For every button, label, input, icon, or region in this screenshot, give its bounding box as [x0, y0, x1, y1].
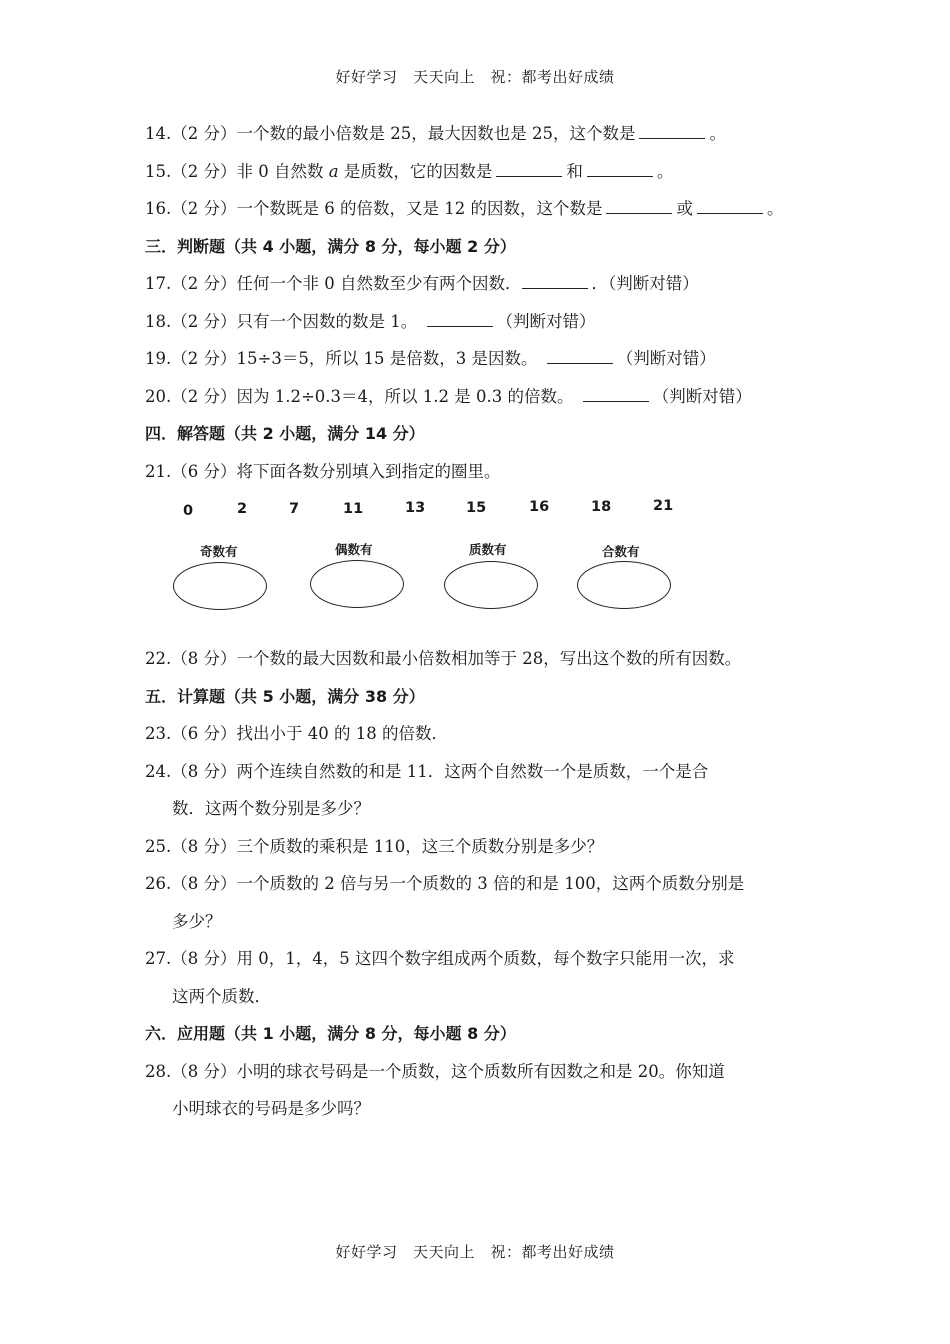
question-text: 三个质数的乘积是 110，这三个质数分别是多少？: [236, 836, 604, 856]
number-sorting-figure: [159, 495, 815, 645]
section-heading-5: 五．计算题（共 5 小题，满分 38 分）: [145, 686, 425, 706]
question-score: （8 分）: [171, 949, 237, 968]
judge-hint: （判断对错）: [616, 349, 716, 368]
question-text-end: 。: [709, 124, 726, 143]
question-19: [145, 345, 815, 383]
section-heading-6: 六．应用题（共 1 小题，满分 8 分，每小题 8 分）: [145, 1024, 516, 1043]
question-text: 或: [676, 199, 693, 218]
question-text: 因为 1.2÷0.3＝4，所以 1.2 是 0.3 的倍数。: [236, 386, 574, 406]
question-text: 找出小于 40 的 18 的倍数．: [236, 724, 448, 743]
odd-numbers-circle[interactable]: [173, 562, 267, 610]
judge-hint: （判断对错）: [496, 311, 596, 331]
circle-label-even: 偶数有: [335, 542, 373, 557]
question-score: （2 分）: [171, 124, 237, 143]
question-28-continued: 小明球衣的号码是多少吗？: [172, 1099, 370, 1118]
question-score: （6 分）: [171, 724, 237, 743]
answer-blank[interactable]: [522, 272, 588, 289]
question-24: [145, 758, 815, 796]
question-number: 15.: [145, 161, 172, 181]
question-26-continued: 多少？: [172, 911, 222, 931]
question-text: 用 0，1，4，5 这四个数字组成两个质数，每个数字只能用一次，求: [236, 949, 735, 968]
question-number: 14.: [145, 124, 172, 143]
question-number: 27.: [145, 949, 172, 968]
even-numbers-circle[interactable]: [310, 560, 404, 608]
question-score: （8 分）: [171, 761, 237, 781]
question-15: [145, 158, 815, 196]
figure-number: 15: [466, 500, 487, 516]
question-score: （2 分）: [171, 274, 237, 293]
question-number: 24.: [145, 761, 172, 781]
question-number: 26.: [145, 874, 172, 893]
question-20: [145, 383, 815, 421]
question-28: [145, 1058, 815, 1096]
question-14: [145, 120, 815, 158]
question-text: 将下面各数分别填入到指定的圈里。: [236, 461, 501, 481]
question-text-end: 。: [766, 199, 784, 218]
question-number: 23.: [145, 724, 172, 743]
answer-blank[interactable]: [496, 160, 562, 177]
answer-blank[interactable]: [697, 197, 763, 214]
question-18: [145, 308, 815, 346]
prime-numbers-circle[interactable]: [444, 561, 538, 609]
question-text: 非 0 自然数: [236, 161, 324, 181]
question-number: 18.: [145, 311, 172, 331]
question-27-continued: 这两个质数．: [172, 986, 271, 1006]
question-26: [145, 870, 815, 908]
question-score: （2 分）: [171, 199, 237, 218]
question-number: 19.: [145, 349, 172, 368]
answer-blank[interactable]: [606, 197, 672, 214]
question-23: [145, 720, 815, 758]
question-number: 22.: [145, 649, 172, 668]
figure-number: 21: [653, 498, 674, 514]
circle-label-odd: 奇数有: [200, 544, 238, 559]
question-number: 20.: [145, 386, 172, 406]
answer-blank[interactable]: [427, 310, 493, 327]
question-24-continued: 数．这两个数分别是多少？: [172, 799, 370, 818]
figure-number: 18: [591, 499, 612, 515]
question-score: （8 分）: [171, 874, 237, 893]
exam-content: [145, 120, 815, 1133]
question-text-end: 。: [656, 161, 674, 181]
question-21: [145, 458, 815, 496]
question-score: （8 分）: [171, 1061, 237, 1081]
question-text: 两个连续自然数的和是 11．这两个自然数一个是质数，一个是合: [236, 761, 709, 781]
question-22: [145, 645, 815, 683]
question-score: （2 分）: [171, 161, 237, 181]
answer-blank[interactable]: [583, 385, 649, 402]
question-17: [145, 270, 815, 308]
question-27: [145, 945, 815, 983]
question-text: 是质数，它的因数是: [343, 161, 493, 181]
figure-number: 13: [405, 500, 426, 516]
figure-number: 16: [529, 499, 550, 515]
question-25: [145, 833, 815, 871]
variable-a: a: [328, 161, 339, 181]
figure-number: 2: [237, 501, 248, 517]
question-text: 任何一个非 0 自然数至少有两个因数．: [236, 274, 522, 293]
answer-blank[interactable]: [639, 122, 705, 139]
question-text: 和: [566, 161, 583, 181]
question-number: 28.: [145, 1061, 172, 1081]
question-number: 25.: [145, 836, 172, 856]
question-score: （2 分）: [171, 311, 237, 331]
question-score: （8 分）: [171, 836, 237, 856]
question-number: 17.: [145, 274, 172, 293]
question-16: [145, 195, 815, 233]
question-score: （2 分）: [171, 349, 237, 368]
page-footer: 好好学习 天天向上 祝：都考出好成绩: [335, 1243, 615, 1261]
question-number: 21.: [145, 461, 172, 481]
composite-numbers-circle[interactable]: [577, 561, 671, 609]
question-score: （8 分）: [171, 649, 237, 668]
question-score: （6 分）: [171, 461, 237, 481]
judge-hint: ．（判断对错）: [591, 274, 699, 293]
page-header: 好好学习 天天向上 祝：都考出好成绩: [335, 68, 615, 86]
question-text: 一个质数的 2 倍与另一个质数的 3 倍的和是 100，这两个质数分别是: [236, 874, 745, 893]
question-number: 16.: [145, 199, 172, 218]
figure-number: 11: [343, 501, 364, 517]
answer-blank[interactable]: [547, 347, 613, 364]
question-text: 小明的球衣号码是一个质数，这个质数所有因数之和是 20。你知道: [236, 1061, 725, 1081]
section-heading-3: 三．判断题（共 4 小题，满分 8 分，每小题 2 分）: [145, 236, 516, 256]
section-heading-4: 四．解答题（共 2 小题，满分 14 分）: [145, 424, 425, 443]
question-text: 一个数的最小倍数是 25，最大因数也是 25，这个数是: [236, 124, 636, 143]
question-text: 一个数的最大因数和最小倍数相加等于 28，写出这个数的所有因数。: [236, 649, 742, 668]
question-score: （2 分）: [171, 386, 237, 406]
judge-hint: （判断对错）: [652, 386, 752, 406]
question-text: 15÷3＝5，所以 15 是倍数，3 是因数。: [236, 349, 538, 368]
circle-label-composite: 合数有: [602, 544, 640, 559]
question-text: 只有一个因数的数是 1。: [236, 311, 418, 331]
question-text: 一个数既是 6 的倍数，又是 12 的因数，这个数是: [236, 199, 603, 218]
figure-number: 0: [183, 503, 194, 519]
answer-blank[interactable]: [587, 160, 653, 177]
figure-number: 7: [289, 501, 300, 517]
circle-label-prime: 质数有: [469, 542, 507, 557]
